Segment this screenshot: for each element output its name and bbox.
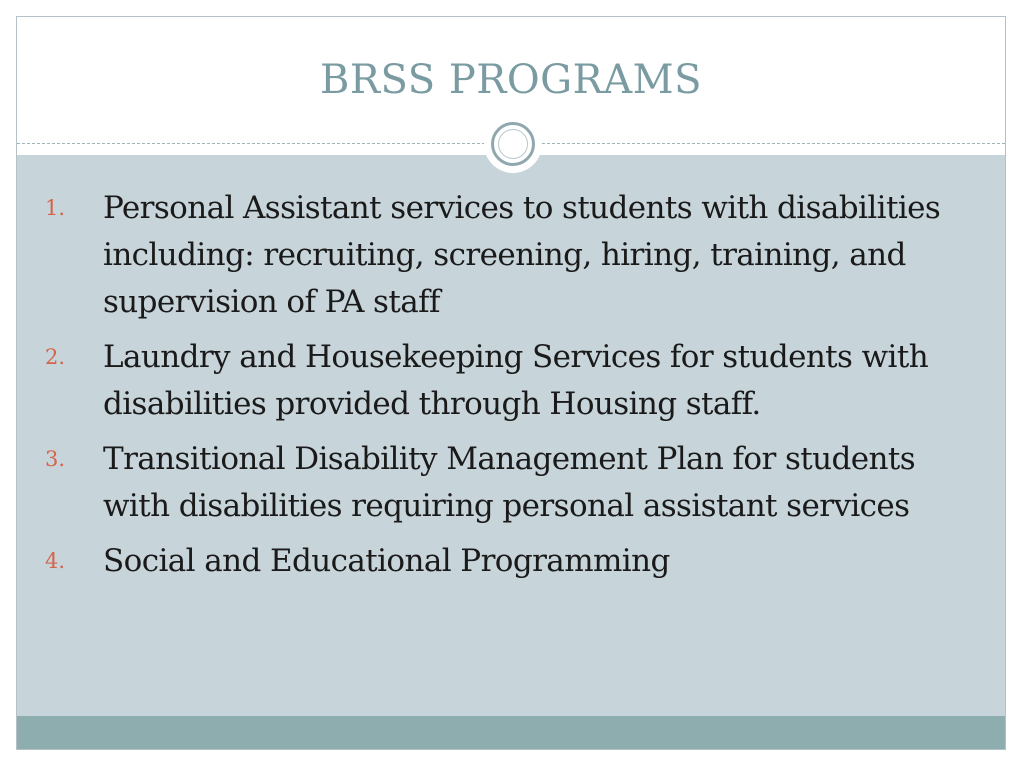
circle-ornament-icon xyxy=(484,115,542,173)
list-item xyxy=(17,334,1005,428)
slide-title: BRSS PROGRAMS xyxy=(320,57,702,103)
list-item-number: 2. xyxy=(45,345,66,369)
list-item-text: Transitional Disability Management Plan for students with disabilities requiring personal assistant services xyxy=(103,441,916,524)
list-item-text: Laundry and Housekeeping Services for students with disabilities provided through Housing staff. xyxy=(103,339,929,422)
list-item xyxy=(17,185,1005,326)
programs-list xyxy=(17,185,1005,593)
ornament-ring xyxy=(491,122,535,166)
footer-bar xyxy=(17,716,1005,749)
list-item-number: 1. xyxy=(45,196,66,220)
slide-frame xyxy=(16,16,1006,750)
ornament-inner-ring xyxy=(498,129,528,159)
list-item xyxy=(17,538,1005,585)
list-item-text: Personal Assistant services to students with disabilities including: recruiting, screening, hiring, training, and supervision of PA staff xyxy=(103,190,941,320)
list-item-number: 3. xyxy=(45,447,66,471)
list-item-text: Social and Educational Programming xyxy=(103,543,670,579)
list-item-number: 4. xyxy=(45,549,66,573)
list-item xyxy=(17,436,1005,530)
